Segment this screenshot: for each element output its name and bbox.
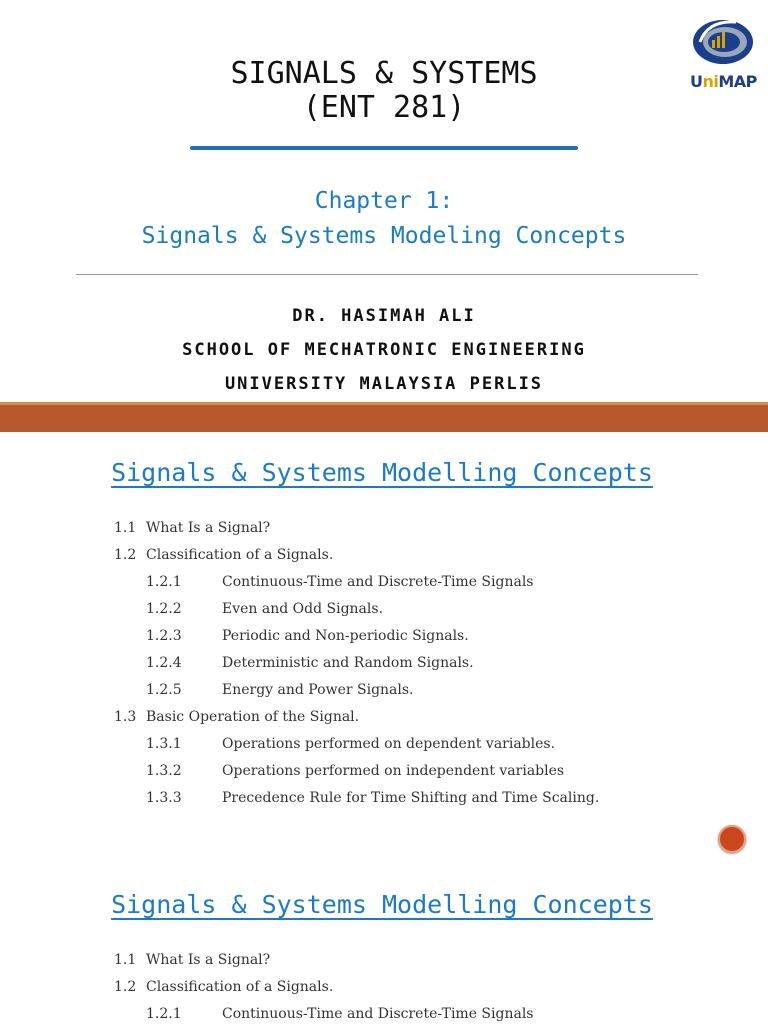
table-of-contents [0, 518, 768, 815]
toc-subitem: 1.2.1 Continuous-Time and Discrete-Time Signals [146, 1006, 534, 1022]
toc-subitem: 1.3.1 Operations performed on dependent variables. [146, 736, 556, 752]
toc-subitem: 1.2.3 Periodic and Non-periodic Signals. [146, 628, 469, 644]
chapter-title: Signals & Systems Modeling Concepts [141, 223, 627, 249]
logo-wordmark: UniMAP [690, 72, 757, 91]
course-title: SIGNALS & SYSTEMS [230, 56, 538, 91]
toc-subitem: 1.2.1 Continuous-Time and Discrete-Time Signals [146, 574, 534, 590]
slide-footer-band [0, 402, 768, 432]
table-of-contents [0, 950, 768, 1031]
toc-item: 1.2 Classification of a Signals. [114, 979, 334, 995]
contents-slide-2 [0, 864, 768, 1024]
school-name: SCHOOL OF MECHATRONIC ENGINEERING [182, 340, 586, 360]
university-name: UNIVERSITY MALAYSIA PERLIS [224, 374, 544, 394]
author-name: DR. HASIMAH ALI [292, 306, 476, 326]
toc-subitem: 1.3.2 Operations performed on independent variables [146, 763, 565, 779]
title-underline [190, 146, 578, 150]
divider [76, 274, 698, 275]
contents-slide [0, 432, 768, 864]
course-code: (ENT 281) [302, 90, 466, 125]
toc-item: 1.3 Basic Operation of the Signal. [114, 709, 360, 725]
toc-item: 1.1 What Is a Signal? [114, 520, 271, 536]
slide-heading: Signals & Systems Modelling Concepts [111, 458, 653, 487]
chapter-number: Chapter 1: [314, 188, 454, 214]
toc-subitem: 1.2.4 Deterministic and Random Signals. [146, 655, 474, 671]
toc-subitem: 1.3.3 Precedence Rule for Time Shifting and Time Scaling. [146, 790, 600, 806]
cover-slide [0, 0, 768, 402]
toc-subitem: 1.2.2 Even and Odd Signals. [146, 601, 384, 617]
toc-subitem: 1.2.5 Energy and Power Signals. [146, 682, 414, 698]
toc-item: 1.1 What Is a Signal? [114, 952, 271, 968]
slide-heading: Signals & Systems Modelling Concepts [111, 890, 653, 919]
toc-item: 1.2 Classification of a Signals. [114, 547, 334, 563]
next-slide-dot-icon[interactable] [718, 825, 746, 853]
